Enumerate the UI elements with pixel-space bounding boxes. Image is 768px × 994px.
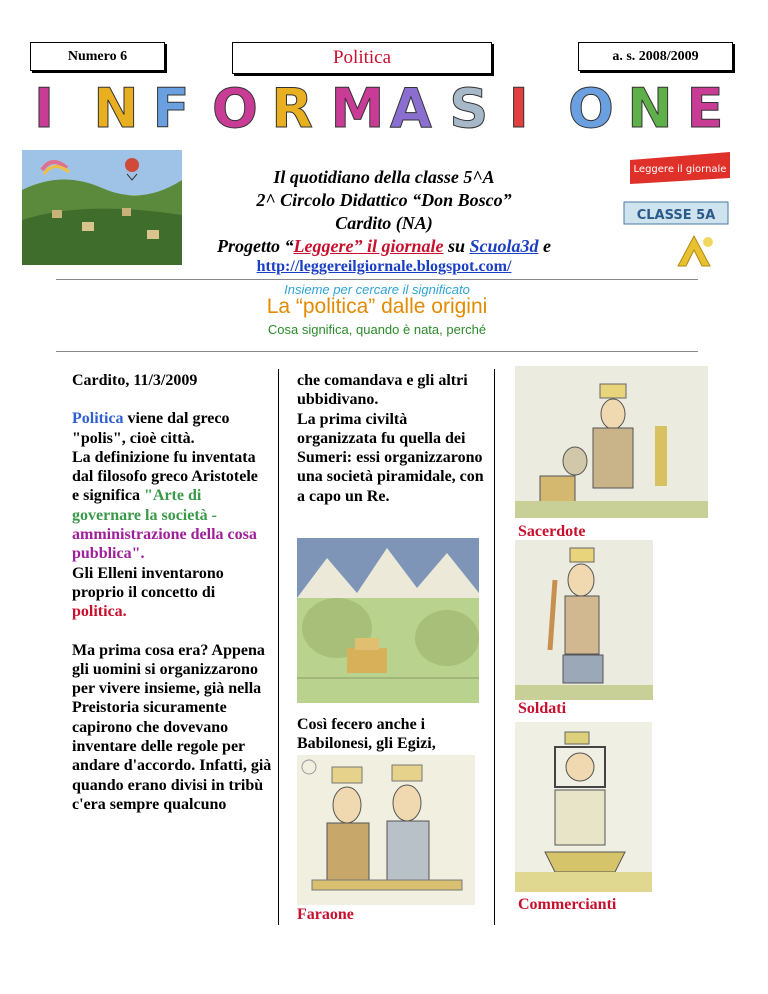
divider-bottom (56, 351, 698, 352)
sumer-city-drawing (297, 538, 479, 703)
masthead-letter-2: N (93, 77, 139, 140)
merchants-drawing (515, 722, 652, 892)
column-divider-1 (278, 369, 279, 925)
blog-url-link[interactable]: http://leggereilgiornale.blogspot.com/ (256, 258, 512, 275)
intro-line-4 (140, 235, 628, 257)
leggere-il-giornale-link[interactable]: Leggere” il giornale (293, 236, 444, 256)
masthead-letter-12: E (686, 77, 724, 140)
politica-term: Politica (72, 410, 124, 428)
article-paragraph-3: che comandava e gli altri ubbidivano. (297, 372, 468, 409)
classe-text: CLASSE 5A (636, 208, 716, 223)
article-column-1 (72, 371, 272, 814)
definition-text-b: La definizione fu inventata dal filosofo greco Aristotele (72, 448, 258, 486)
article-column-2 (297, 371, 487, 506)
priest-drawing (515, 366, 708, 518)
article-paragraph-4: La prima civiltà organizzata fu quella dei Sumeri: essi organizzarono una società piramidale, con a capo un Re. (297, 410, 484, 505)
article-paragraph-1 (72, 409, 272, 621)
divider-top (56, 279, 698, 280)
classe-5a-logo (622, 198, 730, 228)
masthead-letter-5: R (271, 77, 313, 140)
article-subhead: Cosa significa, quando è nata, perché (267, 322, 487, 337)
intro-project-suffix: e (538, 236, 551, 256)
school-year: a. s. 2008/2009 (578, 42, 733, 71)
leggere-il-giornale-logo (626, 150, 734, 186)
caption-soldati: Soldati (518, 700, 567, 717)
masthead-letter-11: N (627, 77, 673, 140)
definition-text-a: viene dal greco "polis", cioè città. (72, 410, 230, 447)
definition-text-d: Gli Elleni inventarono proprio il concetto di (72, 564, 224, 601)
soldiers-drawing (515, 540, 653, 700)
intro-project-mid: su (443, 236, 470, 256)
masthead-letter-10: O (568, 77, 614, 140)
intro-project-prefix: Progetto “ (216, 236, 294, 256)
scuola3d-link[interactable]: Scuola3d (469, 236, 539, 256)
definition-text-c: e significa (72, 487, 144, 505)
caption-commercianti: Commercianti (518, 896, 617, 913)
masthead-letter-7: A (390, 77, 432, 140)
masthead-letter-1: I (34, 77, 55, 140)
issue-number: Numero 6 (30, 42, 165, 71)
pharaoh-drawing (297, 755, 475, 905)
article-headline: La “politica” dalle origini (266, 295, 488, 318)
article-paragraph-5: Così fecero anche i Babilonesi, gli Egizi, (297, 716, 436, 753)
caption-faraone: Faraone (297, 906, 354, 923)
article-column-2-continued (297, 715, 497, 754)
article-kicker: Insieme per cercare il significato (284, 282, 470, 297)
masthead-banner (26, 78, 738, 140)
intro-line-1: Il quotidiano della classe 5^A (273, 167, 495, 187)
article-paragraph-2: Ma prima cosa era? Appena gli uomini si organizzarono per vivere insieme, già nella Preistoria sicuramente capirono che dovevano inventare delle regole per andare d'accordo. Infatti, già quando erano divisi in tribù c'era sempre qualcuno (72, 641, 272, 813)
masthead-letter-3: F (152, 77, 190, 140)
intro-line-3: Cardito (NA) (335, 213, 433, 233)
section-title: Politica (232, 42, 492, 74)
caption-sacerdote: Sacerdote (518, 523, 586, 540)
definition-quote-green: "Arte di governare la società - (72, 487, 217, 524)
column-divider-2 (494, 369, 495, 925)
definition-quote-purple: amministrazione della cosa pubblica". (72, 526, 257, 563)
masthead-letter-9: I (508, 77, 529, 140)
scuola-a-logo (672, 232, 720, 268)
politica-concept: politica. (72, 603, 127, 621)
intro-line-2: 2^ Circolo Didattico “Don Bosco” (256, 190, 512, 210)
article-dateline: Cardito, 11/3/2009 (72, 372, 198, 389)
badge-text: Leggere il giornale (633, 164, 727, 175)
masthead-letter-6: M (330, 77, 385, 140)
masthead-letter-4: O (212, 77, 258, 140)
masthead-letter-8: S (449, 77, 489, 140)
